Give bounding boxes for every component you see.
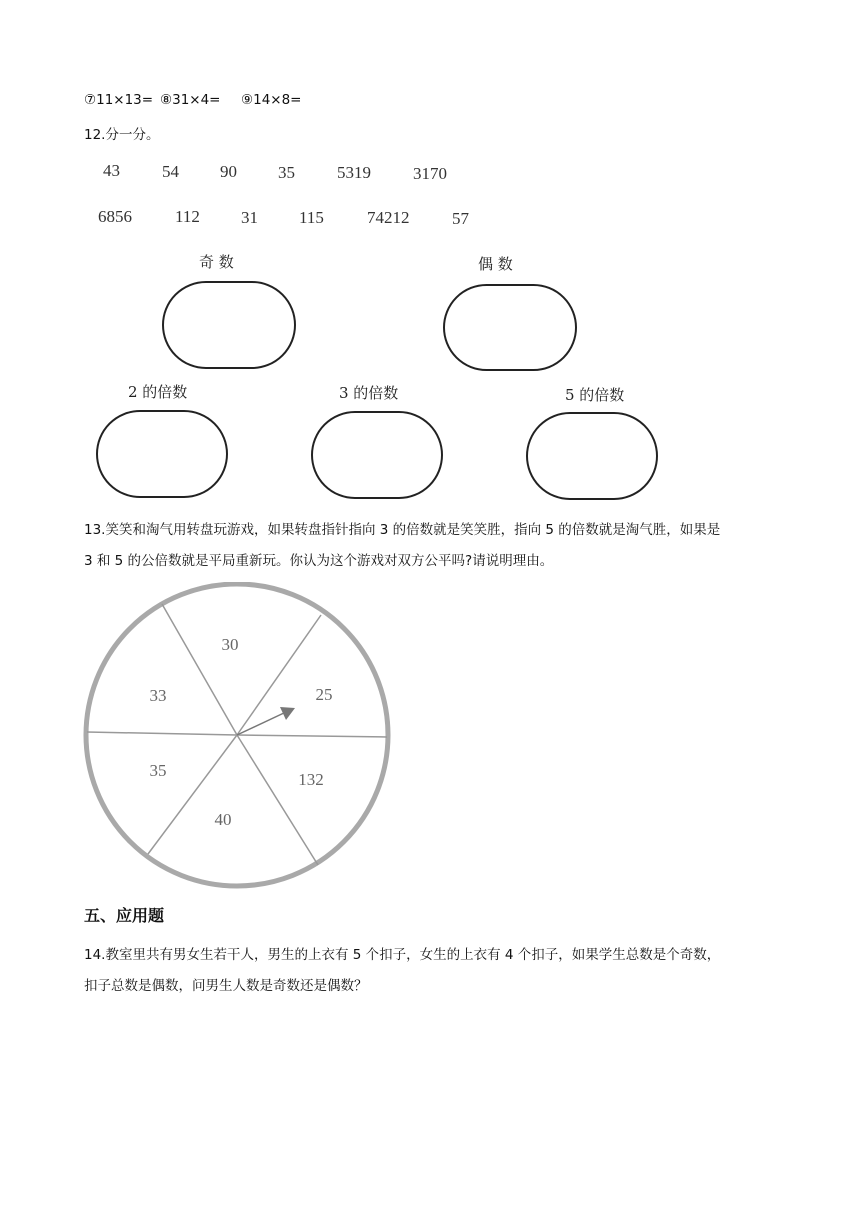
oval-multiple-2 — [96, 410, 228, 498]
oval-label-even: 偶 数 — [478, 255, 513, 273]
number-item: 115 — [299, 208, 324, 227]
number-item: 3170 — [413, 164, 447, 183]
q14-text-line-2: 扣子总数是偶数，问男生人数是奇数还是偶数？ — [84, 978, 368, 994]
spinner-number-30: 30 — [221, 635, 239, 654]
number-item: 31 — [241, 208, 258, 227]
number-item: 112 — [175, 207, 200, 226]
oval-even — [443, 284, 577, 371]
oval-odd — [162, 281, 296, 369]
spinner-number-40: 40 — [214, 810, 232, 829]
number-item: 54 — [162, 162, 179, 181]
q13-text-line-2: 3 和 5 的公倍数就是平局重新玩。你认为这个游戏对双方公平吗?请说明理由。 — [84, 553, 554, 569]
spinner-pointer — [237, 707, 295, 735]
number-item: 57 — [452, 209, 469, 228]
spinner-number-25: 25 — [315, 685, 333, 704]
number-item: 5319 — [337, 163, 371, 182]
oval-label-multiple-2: 2 的倍数 — [128, 383, 188, 401]
oval-multiple-3 — [311, 411, 443, 499]
spinner-number-35: 35 — [149, 761, 167, 780]
q11-item-8: ⑧31×4= — [160, 92, 221, 108]
q11-item-7: ⑦11×13= — [84, 92, 154, 108]
section-title: 五、应用题 — [84, 906, 165, 925]
q12-title: 12.分一分。 — [84, 127, 160, 143]
spinner-wheel — [80, 582, 400, 894]
oval-label-multiple-5: 5 的倍数 — [565, 386, 625, 404]
oval-label-multiple-3: 3 的倍数 — [339, 384, 399, 402]
oval-multiple-5 — [526, 412, 658, 500]
q13-text-line-1: 13.笑笑和淘气用转盘玩游戏，如果转盘指针指向 3 的倍数就是笑笑胜，指向 5 的倍数就是淘气胜，如果是 — [84, 522, 721, 538]
q11-item-9: ⑨14×8= — [241, 92, 302, 108]
oval-label-odd: 奇 数 — [199, 253, 234, 271]
spinner-number-132: 132 — [298, 770, 324, 789]
number-item: 6856 — [98, 207, 132, 226]
number-item: 90 — [220, 162, 237, 181]
number-item: 43 — [103, 161, 120, 180]
q14-text-line-1: 14.教室里共有男女生若干人，男生的上衣有 5 个扣子，女生的上衣有 4 个扣子，如果学生总数是个奇数， — [84, 947, 721, 963]
number-item: 74212 — [367, 208, 410, 227]
number-item: 35 — [278, 163, 295, 182]
spinner-number-33: 33 — [149, 686, 167, 705]
